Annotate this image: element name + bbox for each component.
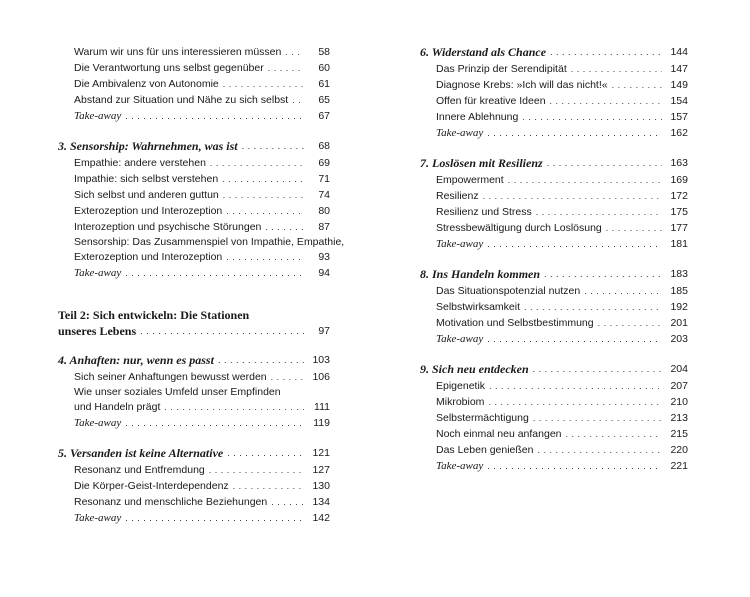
page-number: 147 bbox=[670, 63, 688, 75]
toc-entry[interactable] bbox=[420, 220, 688, 235]
page-number: 177 bbox=[670, 222, 688, 234]
toc-entry[interactable] bbox=[58, 369, 330, 384]
dot-leader bbox=[612, 78, 662, 92]
chapter-title: 8. Ins Handeln kommen bbox=[420, 267, 541, 281]
entry-title: Selbstwirksamkeit bbox=[436, 301, 521, 313]
takeaway-title: Take-away bbox=[74, 267, 122, 279]
dot-leader bbox=[140, 324, 304, 338]
page-number: 69 bbox=[318, 157, 330, 169]
toc-entry[interactable] bbox=[58, 44, 330, 59]
entry-title: Stressbewältigung durch Loslösung bbox=[436, 222, 602, 234]
toc-entry[interactable] bbox=[420, 93, 688, 108]
page-number: 142 bbox=[312, 512, 330, 524]
page-number: 121 bbox=[312, 447, 330, 459]
dot-leader bbox=[487, 126, 662, 140]
toc-entry[interactable] bbox=[58, 494, 330, 509]
page-number: 65 bbox=[318, 94, 330, 106]
toc-entry[interactable] bbox=[420, 61, 688, 76]
page-number: 71 bbox=[318, 173, 330, 185]
entry-title: Diagnose Krebs: »Ich will das nicht!« bbox=[436, 79, 608, 91]
page-number: 213 bbox=[670, 412, 688, 424]
dot-leader bbox=[223, 188, 304, 202]
dot-leader bbox=[547, 156, 662, 170]
takeaway-title: Take-away bbox=[74, 512, 122, 524]
page-number: 221 bbox=[670, 460, 688, 472]
entry-title: Sich seiner Anhaftungen bewusst werden bbox=[74, 371, 267, 383]
dot-leader bbox=[489, 379, 662, 393]
takeaway-title: Take-away bbox=[436, 238, 484, 250]
page-number: 201 bbox=[670, 317, 688, 329]
toc-entry[interactable] bbox=[420, 315, 688, 330]
dot-leader bbox=[164, 400, 304, 414]
page-number: 210 bbox=[670, 396, 688, 408]
entry-title: Empathie: andere verstehen bbox=[74, 157, 206, 169]
toc-entry[interactable] bbox=[420, 172, 688, 187]
takeaway-title: Take-away bbox=[436, 333, 484, 345]
page-number: 185 bbox=[670, 285, 688, 297]
chapter-title: 3. Sensorship: Wahrnehmen, was ist bbox=[58, 139, 238, 153]
dot-leader bbox=[598, 316, 662, 330]
dot-leader bbox=[125, 511, 304, 525]
page-number: 181 bbox=[670, 238, 688, 250]
dot-leader bbox=[223, 77, 304, 91]
takeaway-title: Take-away bbox=[74, 110, 122, 122]
toc-entry[interactable] bbox=[58, 155, 330, 170]
dot-leader bbox=[222, 172, 304, 186]
dot-leader bbox=[487, 459, 662, 473]
entry-title: Offen für kreative Ideen bbox=[436, 95, 546, 107]
takeaway-title: Take-away bbox=[74, 417, 122, 429]
page-number: 169 bbox=[670, 174, 688, 186]
page-number: 220 bbox=[670, 444, 688, 456]
toc-entry[interactable] bbox=[58, 60, 330, 75]
toc-entry[interactable] bbox=[420, 77, 688, 92]
toc-entry[interactable] bbox=[420, 394, 688, 409]
toc-entry[interactable] bbox=[420, 109, 688, 124]
dot-leader bbox=[218, 353, 304, 367]
toc-takeaway[interactable] bbox=[420, 236, 688, 251]
toc-takeaway[interactable] bbox=[58, 415, 330, 430]
dot-leader bbox=[125, 416, 304, 430]
page-number: 106 bbox=[312, 371, 330, 383]
page-number: 93 bbox=[318, 251, 330, 263]
toc-part-heading[interactable] bbox=[58, 305, 330, 338]
toc-entry[interactable] bbox=[58, 478, 330, 493]
page-number: 61 bbox=[318, 78, 330, 90]
entry-title: Noch einmal neu anfangen bbox=[436, 428, 562, 440]
dot-leader bbox=[226, 250, 304, 264]
dot-leader bbox=[524, 300, 662, 314]
page-number: 58 bbox=[318, 46, 330, 58]
page-number: 67 bbox=[318, 110, 330, 122]
entry-title: Empowerment bbox=[436, 174, 504, 186]
entry-title-line2: und Handeln prägt bbox=[74, 401, 161, 413]
page-number: 207 bbox=[670, 380, 688, 392]
toc-entry[interactable] bbox=[58, 462, 330, 477]
chapter-title: 5. Versanden ist keine Alternative bbox=[58, 446, 224, 460]
page-number: 192 bbox=[670, 301, 688, 313]
toc-entry[interactable] bbox=[420, 188, 688, 203]
toc-entry[interactable] bbox=[58, 171, 330, 186]
toc-left-column bbox=[58, 44, 345, 526]
toc-takeaway[interactable] bbox=[58, 265, 330, 280]
dot-leader bbox=[285, 45, 304, 59]
dot-leader bbox=[226, 204, 304, 218]
toc-takeaway[interactable] bbox=[420, 458, 688, 473]
dot-leader bbox=[292, 93, 304, 107]
dot-leader bbox=[533, 411, 662, 425]
dot-leader bbox=[536, 205, 662, 219]
dot-leader bbox=[227, 446, 304, 460]
dot-leader bbox=[487, 332, 662, 346]
toc-entry[interactable] bbox=[58, 219, 330, 234]
entry-title: Epigenetik bbox=[436, 380, 486, 392]
entry-title: Selbstermächtigung bbox=[436, 412, 529, 424]
page-number: 163 bbox=[670, 157, 688, 169]
entry-title: Resilienz und Stress bbox=[436, 206, 532, 218]
page-number: 172 bbox=[670, 190, 688, 202]
page-number: 103 bbox=[312, 354, 330, 366]
page-number: 149 bbox=[670, 79, 688, 91]
entry-title: Das Situationspotenzial nutzen bbox=[436, 285, 581, 297]
toc-entry-multiline[interactable] bbox=[58, 385, 330, 414]
toc-chapter-heading[interactable] bbox=[420, 44, 688, 59]
entry-title: Die Körper-Geist-Interdependenz bbox=[74, 480, 229, 492]
takeaway-title: Take-away bbox=[436, 460, 484, 472]
dot-leader bbox=[571, 62, 662, 76]
toc-entry[interactable] bbox=[58, 187, 330, 202]
page-number: 94 bbox=[318, 267, 330, 279]
page-number: 60 bbox=[318, 62, 330, 74]
page-number: 162 bbox=[670, 127, 688, 139]
dot-leader bbox=[483, 189, 662, 203]
entry-title: Innere Ablehnung bbox=[436, 111, 519, 123]
toc-entry[interactable] bbox=[420, 204, 688, 219]
chapter-title: 6. Widerstand als Chance bbox=[420, 45, 547, 59]
page-number: 74 bbox=[318, 189, 330, 201]
page-number: 144 bbox=[670, 46, 688, 58]
dot-leader bbox=[508, 173, 662, 187]
dot-leader bbox=[209, 463, 304, 477]
toc-entry[interactable] bbox=[420, 283, 688, 298]
dot-leader bbox=[268, 61, 304, 75]
page-number: 183 bbox=[670, 268, 688, 280]
dot-leader bbox=[544, 267, 662, 281]
entry-title-line1: Sensorship: Das Zusammenspiel von Impathie, Empathie, bbox=[74, 236, 345, 248]
page-number: 157 bbox=[670, 111, 688, 123]
dot-leader bbox=[550, 94, 662, 108]
entry-title: Resilienz bbox=[436, 190, 479, 202]
dot-leader bbox=[533, 362, 662, 376]
chapter-title: 7. Loslösen mit Resilienz bbox=[420, 156, 543, 170]
entry-title: Resonanz und Entfremdung bbox=[74, 464, 205, 476]
toc-chapter-heading[interactable] bbox=[420, 151, 688, 170]
entry-title: Interozeption und psychische Störungen bbox=[74, 221, 262, 233]
toc-chapter-heading[interactable] bbox=[58, 441, 330, 460]
toc-entry-list bbox=[58, 44, 330, 107]
toc-takeaway[interactable] bbox=[420, 331, 688, 346]
page-number: 134 bbox=[312, 496, 330, 508]
toc-entry[interactable] bbox=[58, 76, 330, 91]
entry-title-line1: Wie unser soziales Umfeld unser Empfinden bbox=[74, 386, 281, 398]
page-number: 215 bbox=[670, 428, 688, 440]
toc-entry[interactable] bbox=[58, 92, 330, 107]
dot-leader bbox=[538, 443, 663, 457]
dot-leader bbox=[242, 139, 304, 153]
entry-title: Impathie: sich selbst verstehen bbox=[74, 173, 219, 185]
toc-entry[interactable] bbox=[420, 442, 688, 457]
toc-right-column bbox=[420, 44, 688, 474]
toc-entry-multiline[interactable] bbox=[58, 235, 345, 264]
toc-chapter-heading[interactable] bbox=[420, 262, 688, 281]
entry-title: Die Ambivalenz von Autonomie bbox=[74, 78, 219, 90]
page-number: 119 bbox=[313, 417, 330, 429]
page-number: 80 bbox=[318, 205, 330, 217]
entry-title: Das Prinzip der Serendipität bbox=[436, 63, 567, 75]
part-title-line1: Teil 2: Sich entwickeln: Die Stationen bbox=[58, 308, 250, 322]
dot-leader bbox=[233, 479, 304, 493]
dot-leader bbox=[125, 109, 304, 123]
chapter-title: 4. Anhaften: nur, wenn es passt bbox=[58, 353, 214, 367]
toc-entry[interactable] bbox=[420, 378, 688, 393]
entry-title: Exterozeption und Interozeption bbox=[74, 205, 223, 217]
toc-takeaway[interactable] bbox=[58, 108, 330, 123]
entry-title: Sich selbst und anderen guttun bbox=[74, 189, 219, 201]
toc-entry[interactable] bbox=[58, 203, 330, 218]
toc-takeaway[interactable] bbox=[58, 510, 330, 525]
entry-title: Abstand zur Situation und Nähe zu sich selbst bbox=[74, 94, 289, 106]
dot-leader bbox=[522, 110, 662, 124]
page-number: 203 bbox=[670, 333, 688, 345]
page-number: 127 bbox=[312, 464, 330, 476]
takeaway-title: Take-away bbox=[436, 127, 484, 139]
dot-leader bbox=[271, 370, 304, 384]
toc-entry[interactable] bbox=[420, 426, 688, 441]
page-number: 154 bbox=[670, 95, 688, 107]
page-number: 204 bbox=[670, 363, 688, 375]
dot-leader bbox=[488, 395, 662, 409]
dot-leader bbox=[265, 220, 304, 234]
dot-leader bbox=[550, 45, 662, 59]
dot-leader bbox=[271, 495, 304, 509]
entry-title: Resonanz und menschliche Beziehungen bbox=[74, 496, 268, 508]
dot-leader bbox=[487, 237, 662, 251]
dot-leader bbox=[566, 427, 662, 441]
page-number: 130 bbox=[312, 480, 330, 492]
page-number: 111 bbox=[314, 401, 330, 413]
page-number: 97 bbox=[318, 325, 330, 337]
entry-title: Die Verantwortung uns selbst gegenüber bbox=[74, 62, 264, 74]
dot-leader bbox=[606, 221, 662, 235]
toc-chapter-heading[interactable] bbox=[58, 134, 330, 153]
entry-title: Mikrobiom bbox=[436, 396, 485, 408]
dot-leader bbox=[584, 284, 662, 298]
toc-takeaway[interactable] bbox=[420, 125, 688, 140]
page-number: 68 bbox=[318, 140, 330, 152]
entry-title-line2: Exterozeption und Interozeption bbox=[74, 251, 223, 263]
page-number: 87 bbox=[318, 221, 330, 233]
dot-leader bbox=[125, 266, 304, 280]
toc-chapter-heading[interactable] bbox=[420, 357, 688, 376]
dot-leader bbox=[210, 156, 304, 170]
part-title-line2: unseres Lebens bbox=[58, 324, 137, 338]
toc-entry[interactable] bbox=[420, 299, 688, 314]
entry-title: Motivation und Selbstbestimmung bbox=[436, 317, 594, 329]
toc-chapter-heading[interactable] bbox=[58, 348, 330, 367]
chapter-title: 9. Sich neu entdecken bbox=[420, 362, 529, 376]
page-number: 175 bbox=[670, 206, 688, 218]
entry-title: Warum wir uns für uns interessieren müssen bbox=[74, 46, 282, 58]
entry-title: Das Leben genießen bbox=[436, 444, 534, 456]
toc-entry[interactable] bbox=[420, 410, 688, 425]
